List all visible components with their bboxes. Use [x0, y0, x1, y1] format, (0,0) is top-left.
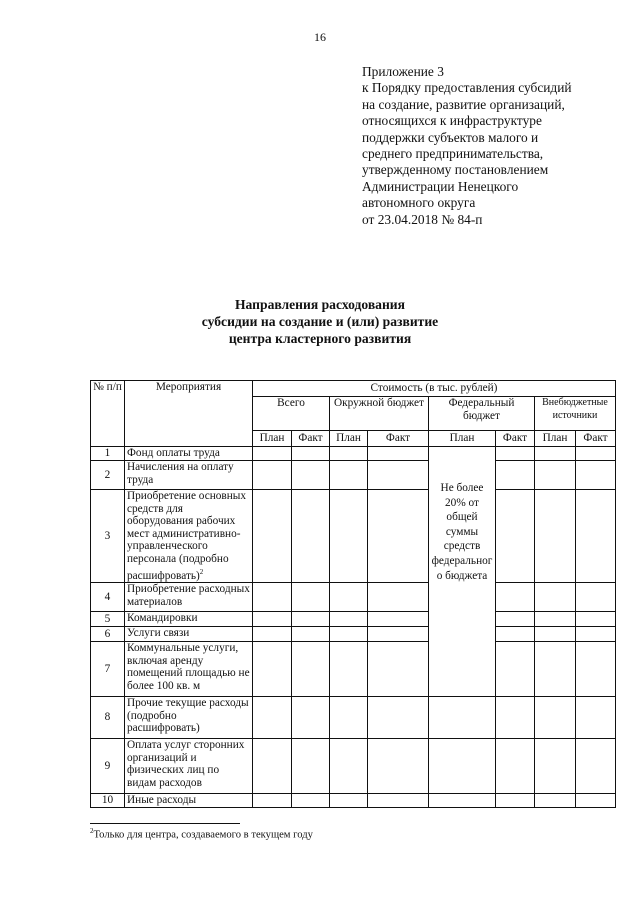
cell [253, 611, 292, 626]
row-number: 3 [91, 490, 125, 583]
cell [292, 461, 330, 490]
row-number: 2 [91, 461, 125, 490]
appendix-line: Администрации Ненецкого [362, 178, 519, 194]
document-title [0, 296, 640, 347]
footnote-mark: 2 [90, 827, 94, 835]
cell [429, 793, 496, 807]
table-row [91, 738, 616, 793]
cell [429, 696, 496, 738]
cell [535, 461, 576, 490]
header-district-budget: Окружной бюджет [330, 397, 429, 431]
cell [253, 641, 292, 696]
row-number: 9 [91, 738, 125, 793]
cell [253, 738, 292, 793]
cell [368, 696, 429, 738]
appendix-line: Приложение 3 [362, 64, 444, 79]
row-event: Услуги связи [125, 626, 253, 641]
title-line: субсидии на создание и (или) развитие [201, 314, 439, 329]
footnote-text: Только для центра, создаваемого в текущем году [93, 829, 313, 841]
cell [535, 582, 576, 611]
cell [330, 626, 368, 641]
cell [368, 461, 429, 490]
row-event: Иные расходы [125, 793, 253, 807]
cell [253, 447, 292, 461]
cell [576, 582, 616, 611]
row-number: 5 [91, 611, 125, 626]
appendix-line: относящихся к инфраструктуре [362, 113, 542, 129]
cell [535, 696, 576, 738]
row-event: Оплата услуг сторонних организаций и физических лиц по видам расходов [125, 738, 253, 793]
header-fact: Факт [496, 431, 535, 447]
table-row [91, 611, 616, 626]
table-row [91, 461, 616, 490]
cell [253, 461, 292, 490]
appendix-line: утвержденному постановлением [362, 162, 549, 178]
header-plan: План [330, 431, 368, 447]
appendix-header [362, 64, 632, 228]
cell [330, 793, 368, 807]
cell [330, 490, 368, 583]
cell [330, 738, 368, 793]
header-fact: Факт [576, 431, 616, 447]
cell [496, 738, 535, 793]
cell [292, 738, 330, 793]
row-event-text: Приобретение основных средств для оборудования рабочих мест административно-управленческого персонала (подробно расшифровать) [127, 490, 247, 582]
page-number: 16 [314, 30, 326, 44]
cell [496, 461, 535, 490]
cell [535, 611, 576, 626]
row-number: 6 [91, 626, 125, 641]
cell [576, 626, 616, 641]
table-row [91, 626, 616, 641]
cell [576, 641, 616, 696]
cell [292, 490, 330, 583]
cell [292, 582, 330, 611]
header-fact: Факт [368, 431, 429, 447]
cell [368, 582, 429, 611]
row-event: Приобретение расходных материалов [125, 582, 253, 611]
header-plan: План [429, 431, 496, 447]
row-number: 1 [91, 447, 125, 461]
cell [253, 696, 292, 738]
cell [576, 490, 616, 583]
cell [368, 626, 429, 641]
cell [292, 793, 330, 807]
table-row [91, 490, 616, 583]
table-row [91, 582, 616, 611]
cell [292, 641, 330, 696]
cell [496, 611, 535, 626]
row-number: 4 [91, 582, 125, 611]
row-number: 8 [91, 696, 125, 738]
row-event: Коммунальные услуги, включая аренду помещений площадью не более 100 кв. м [125, 641, 253, 696]
cell [368, 611, 429, 626]
row-number: 7 [91, 641, 125, 696]
appendix-line: поддержки субъектов малого и [362, 129, 539, 145]
table-row [91, 696, 616, 738]
expenditure-table [90, 380, 616, 808]
cell [330, 696, 368, 738]
cell [576, 738, 616, 793]
table-row [91, 447, 616, 461]
cell [576, 611, 616, 626]
cell [429, 738, 496, 793]
footnote-ref: 2 [199, 567, 204, 576]
appendix-line: на создание, развитие организаций, [362, 96, 565, 112]
cell [576, 447, 616, 461]
cell [330, 582, 368, 611]
cell [330, 447, 368, 461]
cell [535, 626, 576, 641]
row-event: Прочие текущие расходы (подробно расшифровать) [125, 696, 253, 738]
cell [330, 641, 368, 696]
cell [253, 490, 292, 583]
header-total: Всего [253, 397, 330, 431]
row-event: Начисления на оплату труда [125, 461, 253, 490]
appendix-line: к Порядку предоставления субсидий [362, 80, 572, 96]
cell [496, 626, 535, 641]
cell [496, 490, 535, 583]
cell [253, 582, 292, 611]
row-event: Фонд оплаты труда [125, 447, 253, 461]
appendix-line: от 23.04.2018 № 84-п [362, 211, 483, 227]
cell [576, 793, 616, 807]
cell [292, 696, 330, 738]
cell [496, 447, 535, 461]
row-number: 10 [91, 793, 125, 807]
cell [368, 738, 429, 793]
cell [253, 793, 292, 807]
table-row [91, 641, 616, 696]
cell [368, 447, 429, 461]
cell [292, 611, 330, 626]
cell [368, 641, 429, 696]
footnote [90, 827, 313, 841]
appendix-line: среднего предпринимательства, [362, 146, 544, 162]
cell [496, 793, 535, 807]
cell [330, 461, 368, 490]
cell [368, 793, 429, 807]
header-events: Мероприятия [125, 381, 253, 447]
header-plan: План [253, 431, 292, 447]
header-fact: Факт [292, 431, 330, 447]
cell [330, 611, 368, 626]
cell [496, 641, 535, 696]
federal-budget-note: Не более 20% от общей суммы средств федеральног о бюджета [429, 447, 496, 697]
row-event [125, 490, 253, 583]
header-federal-budget: Федеральный бюджет [429, 397, 535, 431]
cell [535, 447, 576, 461]
cell [535, 641, 576, 696]
cell [535, 793, 576, 807]
table-row [91, 793, 616, 807]
cell [496, 696, 535, 738]
cell [576, 696, 616, 738]
appendix-line: автономного округа [362, 195, 476, 211]
cell [292, 626, 330, 641]
cell [535, 738, 576, 793]
header-extrabudgetary: Внебюджетные источники [535, 397, 616, 431]
row-event: Командировки [125, 611, 253, 626]
cell [292, 447, 330, 461]
cell [496, 582, 535, 611]
cell [368, 490, 429, 583]
header-number: № п/п [91, 381, 125, 447]
cell [535, 490, 576, 583]
header-plan: План [535, 431, 576, 447]
footnote-separator [90, 823, 240, 824]
cell [253, 626, 292, 641]
cell [576, 461, 616, 490]
title-line: Направления расходования [234, 297, 405, 312]
title-line: центра кластерного развития [228, 331, 412, 346]
header-cost: Стоимость (в тыс. рублей) [253, 381, 616, 397]
